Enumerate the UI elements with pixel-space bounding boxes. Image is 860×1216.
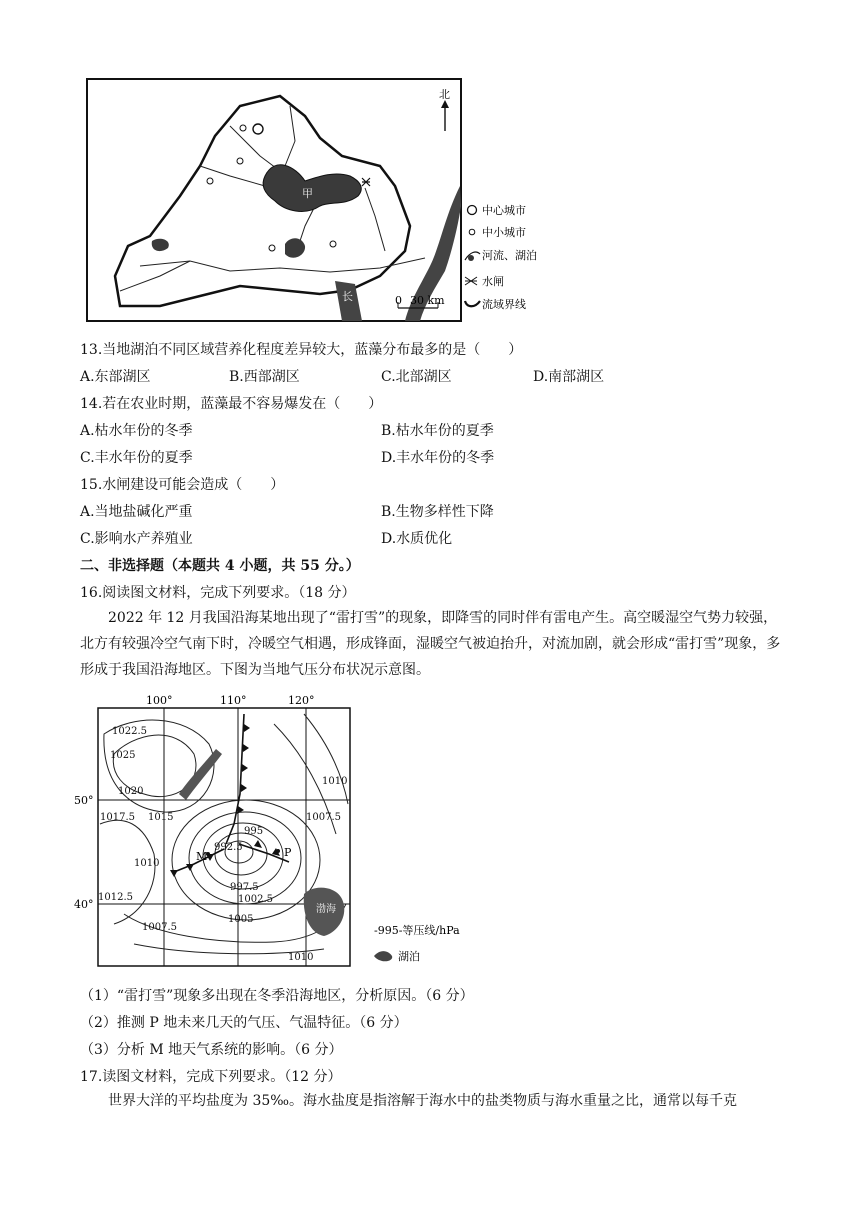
small-city-icon <box>269 245 275 251</box>
q13-option-a: A.东部湖区 <box>80 369 151 385</box>
map1-legend <box>465 203 537 311</box>
legend-boundary: 流域界线 <box>482 298 526 311</box>
section-heading: 二、非选择题（本题共 4 小题，共 55 分。） <box>80 558 360 574</box>
q13-option-d: D.南部湖区 <box>533 369 605 385</box>
isobar-label: 1002.5 <box>238 894 273 905</box>
lon-label-100: 100° <box>146 694 173 707</box>
isobar-label: 995 <box>244 826 264 837</box>
isobar-label: 997.5 <box>230 882 259 893</box>
river <box>365 188 385 251</box>
river <box>285 106 295 166</box>
isobar-label: 1010 <box>322 776 348 787</box>
legend-sluice: 水闸 <box>482 275 504 288</box>
small-city-icon <box>240 125 246 131</box>
lat-label-40: 40° <box>74 898 94 911</box>
q16-material: 2022 年 12 月我国沿海某地出现了“雷打雪”的现象，即降雪的同时伴有雷电产生。高空暖湿空气势力较强，北方有较强冷空气南下时，冷暖空气相遇，形成锋面，湿暖空气被迫抬升，对流加剧，就会形成“雷打雪”现象，多形成于我国沿海地区。下图为当地气压分布状况示意图。 <box>80 610 781 678</box>
cold-front <box>226 714 244 844</box>
q17-material: 世界大洋的平均盐度为 35‰。海水盐度是指溶解于海水中的盐类物质与海水重量之比，通常以每千克 <box>108 1093 738 1109</box>
isobar-label: 1007.5 <box>306 812 341 823</box>
yangtze-label: 长 <box>342 290 353 303</box>
q17-stem: 17.读图文材料，完成下列要求。（12 分） <box>80 1069 342 1085</box>
q14-stem: 14.若在农业时期，蓝藻最不容易爆发在（ ） <box>80 396 383 412</box>
map2-legend <box>374 923 460 963</box>
isobar-label: 1017.5 <box>100 812 135 823</box>
isobar-label: 1025 <box>110 750 136 761</box>
north-arrowhead-icon <box>441 100 449 108</box>
small-city-icon <box>330 241 336 247</box>
sluice-gate-icon <box>465 277 477 285</box>
q14-option-a: A.枯水年份的冬季 <box>80 423 193 439</box>
isobar-label: 1005 <box>228 914 254 925</box>
small-lake <box>285 238 305 257</box>
small-city-icon <box>237 158 243 164</box>
q13-option-c: C.北部湖区 <box>381 369 452 385</box>
basin-boundary-icon <box>465 301 480 306</box>
q14-option-d: D.丰水年份的冬季 <box>381 450 495 466</box>
legend-small-city: 中小城市 <box>482 226 526 239</box>
isobar-label: 1007.5 <box>142 922 177 933</box>
q16-sub3: （3）分析 M 地天气系统的影响。（6 分） <box>80 1042 343 1058</box>
isobar-label: 1010 <box>288 952 314 963</box>
q15-option-d: D.水质优化 <box>381 531 453 547</box>
river-band <box>179 749 222 800</box>
pressure-map-svg <box>74 694 494 970</box>
isobar-label: 992.5 <box>214 842 243 853</box>
q14-option-b: B.枯水年份的夏季 <box>381 423 494 439</box>
scale-distance: 30 km <box>410 294 445 307</box>
small-lake <box>152 239 169 251</box>
basin-map-svg <box>80 76 580 326</box>
q13-stem: 13.当地湖泊不同区域营养化程度差异较大，蓝藻分布最多的是（ ） <box>80 342 523 358</box>
lake-icon <box>374 951 392 961</box>
q16-stem: 16.阅读图文材料，完成下列要求。（18 分） <box>80 585 356 601</box>
lon-label-120: 120° <box>288 694 315 707</box>
q13-option-b: B.西部湖区 <box>229 369 300 385</box>
river <box>120 261 190 291</box>
isobar-label: 1020 <box>118 786 144 797</box>
scale-zero: 0 <box>395 294 402 307</box>
q16-sub1: （1）“雷打雪”现象多出现在冬季沿海地区，分析原因。（6 分） <box>80 988 474 1004</box>
legend-isobar: -995-等压线/hPa <box>374 924 460 937</box>
lake-dot-icon <box>468 255 474 261</box>
sluice-gate-icon <box>362 178 370 186</box>
legend-river-lake: 河流、湖泊 <box>482 249 537 262</box>
legend-central-city: 中心城市 <box>482 204 526 217</box>
basin-map <box>80 76 580 326</box>
north-label: 北 <box>439 88 450 101</box>
legend-lake: 湖泊 <box>398 950 420 963</box>
q15-option-a: A.当地盐碱化严重 <box>80 504 193 520</box>
lon-label-110: 110° <box>220 694 247 707</box>
isobar-label: 1022.5 <box>112 726 147 737</box>
q15-stem: 15.水闸建设可能会造成（ ） <box>80 477 285 493</box>
q14-option-c: C.丰水年份的夏季 <box>80 450 193 466</box>
point-p-label: P <box>284 846 292 859</box>
isobar-label: 1010 <box>134 858 160 869</box>
isobar-label: 1012.5 <box>98 892 133 903</box>
pressure-map <box>74 694 494 970</box>
point-p-marker <box>276 849 280 853</box>
lake-jia-label: 甲 <box>302 187 313 200</box>
central-city-icon <box>253 124 263 134</box>
q15-option-c: C.影响水产养殖业 <box>80 531 193 547</box>
large-circle-icon <box>468 206 477 215</box>
q15-option-b: B.生物多样性下降 <box>381 504 494 520</box>
lat-label-50: 50° <box>74 794 94 807</box>
q16-sub2: （2）推测 P 地未来几天的气压、气温特征。（6 分） <box>80 1015 408 1031</box>
small-city-icon <box>207 178 213 184</box>
bohai-label: 渤海 <box>316 904 336 915</box>
small-circle-icon <box>469 229 475 235</box>
point-m-label: M <box>196 850 208 863</box>
isobar-label: 1015 <box>148 812 174 823</box>
